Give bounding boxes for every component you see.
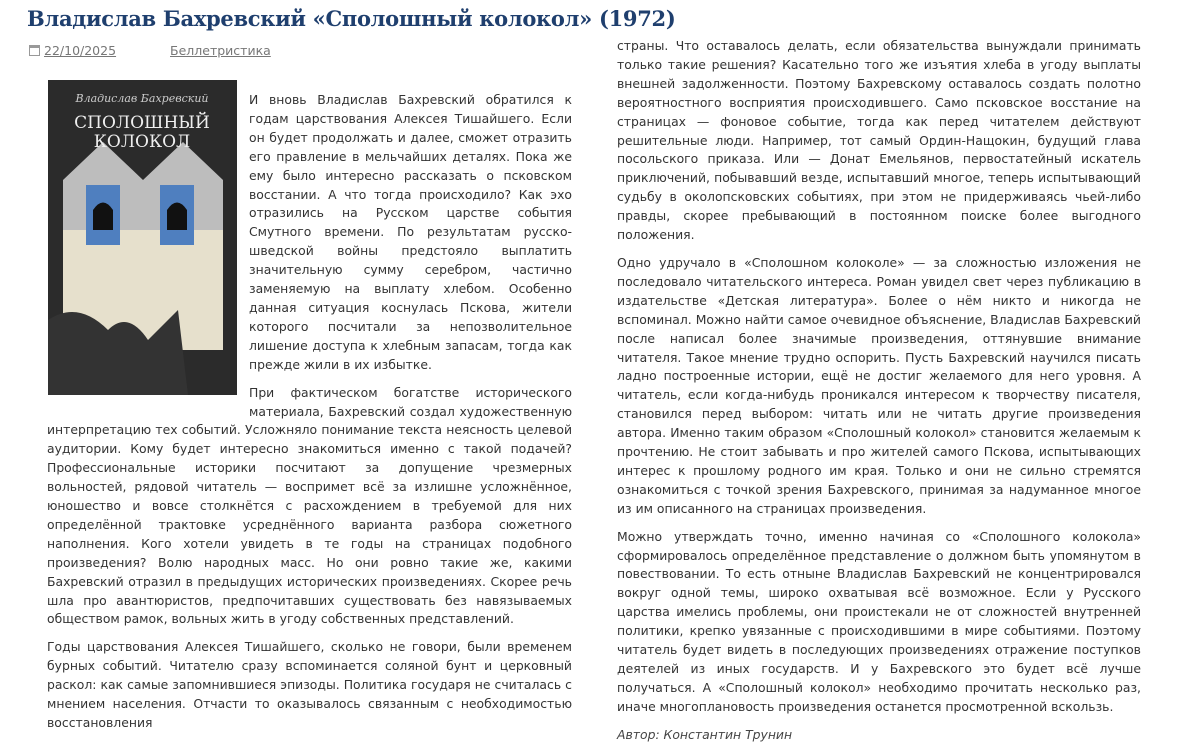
paragraph: Годы царствования Алексея Тишайшего, сколько не говори, были временем бурных событий. Читателю сразу вспоминается соляной бунт и церковный раскол: как самые запомнившиеся эпизоды. Политика государя не считалась с мнением населения. Отчасти то оказывалось связанным с необходимостью восстановления [47, 639, 572, 730]
paragraph: Можно утверждать точно, именно начиная со «Сполошного колокола» сформировалось определённое представление о должном быть упомянутом в повествовании. То есть отныне Владислав Бахревский не концентрировался вокруг одной темы, широко охватывая всё возможное. Если у Русского царства имелись проблемы, они проистекали не от сложностей внутренней политики, крепко увязанные с происходившими в мире событиями. Поэтому читатель будет видеть в последующих произведениях отражение поступков деятелей из иных государств. И у Бахревского это будет всё лучше получаться. А «Сполошный колокол» необходимо прочитать несколько раз, иначе многоплановость произведения останется просмотренной вскользь. [617, 528, 1141, 714]
paragraph: Одно удручало в «Сполошном колоколе» — за сложностью изложения не последовало читательского интереса. Роман увидел свет через публикацию в издательстве «Детская литература». Более о нём никто и никогда не вспоминал. Можно найти самое очевидное объяснение, Владислав Бахревский после написал более значимые произведения, оттянувшие внимание читателя. Такое мнение трудно оспорить. Пусть Бахревский научился писать ладно построенные истории, ещё не достиг желаемого для него уровня. А читатель, если когда-нибудь проникался интересом к творчеству писателя, становился перед выбором: читать или не читать другие произведения автора. Именно таким образом «Сполошный колокол» становится желаемым к прочтению. Не стоит забывать и про жителей самого Пскова, испытывающих интерес к прошлому родного им края. Только и они не сильно стремятся ознакомиться с точкой зрения Бахревского, принимая за надуманное многое из им описанного на страницах произведения. [617, 254, 1141, 516]
cover-author: Владислав Бахревский [75, 92, 209, 105]
book-cover-image [48, 80, 237, 395]
post-meta [29, 43, 271, 58]
calendar-icon [29, 45, 40, 56]
author-credit: Автор: Константин Трунин [617, 726, 793, 742]
article-right-column [617, 37, 1141, 754]
cover-title-1: СПОЛОШНЫЙ [74, 113, 210, 133]
paragraph: И вновь Владислав Бахревский обратился к годам царствования Алексея Тишайшего. Если он будет продолжать и далее, сможет отразить его правление в мельчайших деталях. Пока же ему было интересно рассказать о псковском восстании. А что тогда происходило? Как эхо отразились на Русском царстве события Смутного времени. По результатам русско-шведской войны предстояло выплатить значительную сумму серебром, частично заменяемую на выплату хлебом. Особенно данная ситуация коснулась Пскова, жители которого посчитали за непозволительное лишение доступа к хлебным запасам, тогда как прежде жили в их избытке. [249, 92, 572, 372]
page-title: Владислав Бахревский «Сполошный колокол» (1972) [27, 6, 676, 31]
paragraph: страны. Что оставалось делать, если обязательства вынуждали принимать только такие решения? Касательно того же изъятия хлеба в угоду выплаты внешней задолженности. Поэтому Бахревскому оставалось создать полотно вероятностного восприятия происходившего. Само псковское восстание на страницах — фоновое событие, тогда как перед читателем действуют решительные люди. Например, тот самый Ордин-Нащокин, будущий глава посольского приказа. Или — Донат Емельянов, первостатейный искатель приключений, побывавший везде, испытавший многое, теперь испытывающий судьбу в околопсковских событиях, при этом не придерживаясь чьей-либо правды, скорее пребывающий в постоянном поиске более выгодного положения. [617, 38, 1141, 243]
cover-title-2: КОЛОКОЛ [93, 132, 191, 152]
category-link[interactable]: Беллетристика [170, 43, 271, 58]
paragraph: При фактическом богатстве исторического материала, Бахревский создал художественную интерпретацию тех событий. Усложняло понимание текста неясность целевой аудитории. Кому будет интересно знакомиться именно с такой подачей? Профессиональные историки посчитают за допущение чрезмерных вольностей, рядовой читатель — воспримет всё за излишне усложнённое, юношество и вовсе столкнётся с расхождением в требуемой для них определённой трактовке усреднённого варианта разбора сюжетного наполнения. Кого хотели увидеть в те годы на страницах подобного произведения? Волю народных масс. Но они ровно такие же, какими Бахревский отразил в предыдущих исторических произведениях. Скорее речь шла про авантюристов, предпочитавших существовать без навязываемых обществом рамок, вольных жить в угоду собственных представлений. [47, 384, 572, 627]
post-date-link[interactable]: 22/10/2025 [44, 43, 117, 58]
article-left-column [47, 91, 572, 742]
